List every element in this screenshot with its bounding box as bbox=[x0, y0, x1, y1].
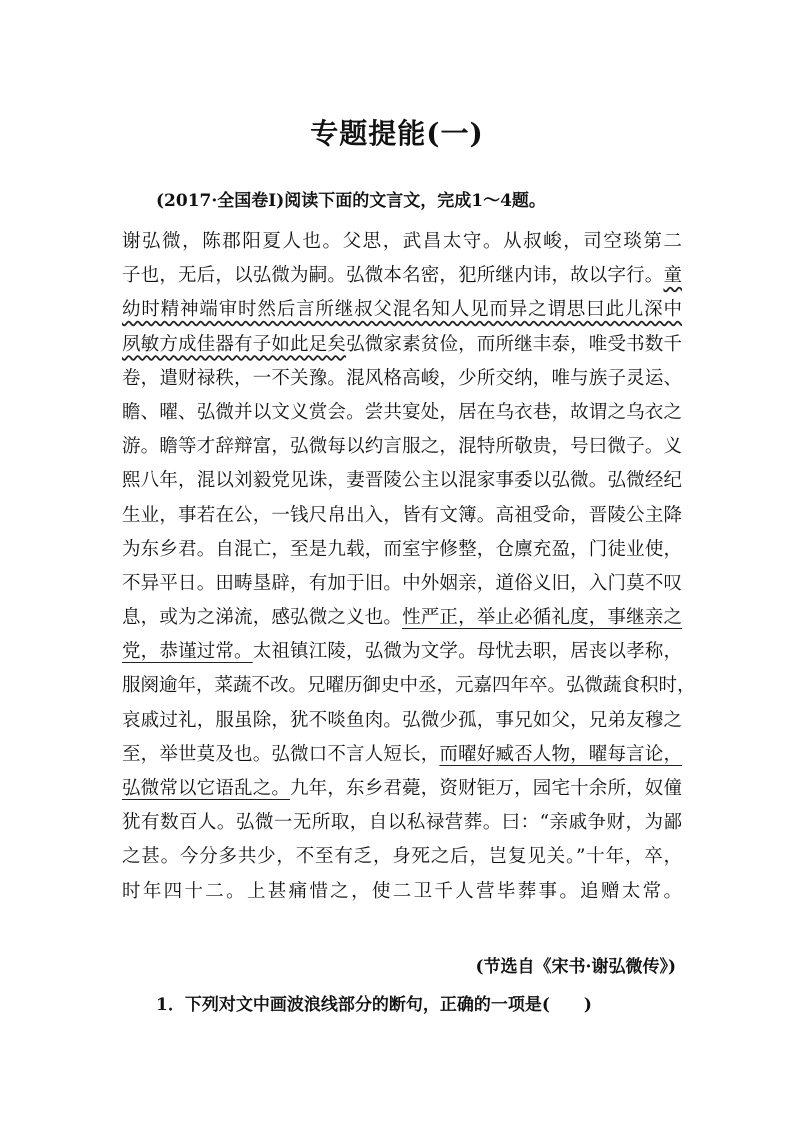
question-1 bbox=[156, 990, 592, 1015]
passage-line bbox=[122, 293, 682, 327]
passage-text: 犹有数百人。弘微一无所取，自以私禄营葬。曰：“亲戚争财，为鄙 bbox=[122, 812, 682, 834]
question-text: 1．下列对文中画波浪线部分的断句，正确的一项是( bbox=[156, 995, 550, 1015]
passage-line bbox=[122, 225, 682, 259]
wavy-underlined-text: 童 bbox=[663, 265, 682, 287]
underlined-text: 而曜好臧否人物，曜每言论， bbox=[439, 743, 682, 765]
passage-text: 之甚。今分多共少，不至有乏，身死之后，岂复见关。”十年，卒， bbox=[122, 846, 682, 868]
underlined-text: 弘微常以它语乱之。 bbox=[122, 778, 291, 799]
passage-line bbox=[122, 635, 682, 669]
passage-line bbox=[122, 499, 682, 533]
page-title: 专题提能(一) bbox=[310, 117, 484, 150]
passage-line bbox=[122, 396, 682, 430]
passage-text: 子也，无后，以弘微为嗣。弘微本名密，犯所继内讳，故以字行。 bbox=[122, 265, 664, 287]
passage-text: 瞻、曜、弘微并以文义赏会。尝共宴处，居在乌衣巷，故谓之乌衣之 bbox=[122, 401, 682, 423]
passage-line bbox=[122, 328, 682, 362]
passage-line bbox=[122, 533, 682, 567]
passage-line bbox=[122, 259, 682, 293]
instruction-text: (2017·全国卷Ⅰ)阅读下面的文言文，完成1～4题。 bbox=[156, 191, 546, 211]
passage-text: 至，举世莫及也。弘微口不言人短长， bbox=[122, 743, 440, 765]
passage-line bbox=[122, 567, 682, 601]
passage-text: 太祖镇江陵，弘微为文学。母忧去职，居丧以孝称， bbox=[252, 641, 682, 663]
passage-text: 卷，遣财禄秩，一不关豫。混风格高峻，少所交纳，唯与族子灵运、 bbox=[122, 367, 682, 389]
passage-line bbox=[122, 362, 682, 396]
passage-text: 哀戚过礼，服虽除，犹不啖鱼肉。弘微少孤，事兄如父，兄弟友穆之 bbox=[122, 709, 682, 731]
underlined-text: 性严正，举止必循礼度，事继亲之 bbox=[402, 607, 682, 629]
passage-line bbox=[122, 738, 682, 772]
passage-text: 弘微家素贫俭，而所继丰泰，唯受书数千 bbox=[346, 333, 682, 355]
passage-line bbox=[122, 430, 682, 464]
passage-line bbox=[122, 875, 682, 909]
passage-line bbox=[122, 772, 682, 806]
passage-line bbox=[122, 704, 682, 738]
passage-text: 不异平日。田畴垦辟，有加于旧。中外姻亲，道俗义旧，入门莫不叹 bbox=[122, 572, 682, 594]
passage-text: 息，或为之涕流，感弘微之义也。 bbox=[122, 607, 403, 629]
passage-text: 生业，事若在公，一钱尺帛出入，皆有文簿。高祖受命，晋陵公主降 bbox=[122, 504, 682, 526]
passage-text: 谢弘微，陈郡阳夏人也。父思，武昌太守。从叔峻，司空琰第二 bbox=[122, 231, 682, 252]
passage-text: 游。瞻等才辞辩富，弘微每以约言服之，混特所敬贵，号曰微子。义 bbox=[122, 436, 682, 458]
underlined-text: 党，恭谨过常。 bbox=[122, 641, 253, 663]
passage-line bbox=[122, 601, 682, 635]
wavy-underlined-text: 幼时精神端审时然后言所继叔父混名知人见而异之谓思曰此儿深中 bbox=[122, 299, 682, 321]
wavy-underlined-text: 夙敏方成佳器有子如此足矣 bbox=[122, 333, 347, 355]
classical-passage bbox=[122, 225, 696, 909]
passage-text: 熙八年，混以刘毅党见诛，妻晋陵公主以混家事委以弘微。弘微经纪 bbox=[122, 470, 682, 492]
passage-text: 九年，东乡君薨，资财钜万，园宅十余所，奴僮 bbox=[290, 778, 682, 799]
passage-line bbox=[122, 669, 696, 703]
source-citation: (节选自《宋书·谢弘微传》) bbox=[475, 957, 676, 977]
passage-line bbox=[122, 806, 682, 840]
passage-text: 为东乡君。自混亡，至是九载，而室宇修整，仓廪充盈，门徒业使， bbox=[122, 538, 682, 560]
passage-line bbox=[122, 464, 682, 498]
passage-text: 时年四十二。上甚痛惜之，使二卫千人营毕葬事。追赠太常。 bbox=[122, 880, 682, 902]
passage-text: 服阕逾年，菜蔬不改。兄曜历御史中丞，元嘉四年卒。弘微蔬食积时， bbox=[122, 675, 696, 697]
passage-line bbox=[122, 840, 682, 874]
question-close-paren: ) bbox=[583, 995, 592, 1015]
